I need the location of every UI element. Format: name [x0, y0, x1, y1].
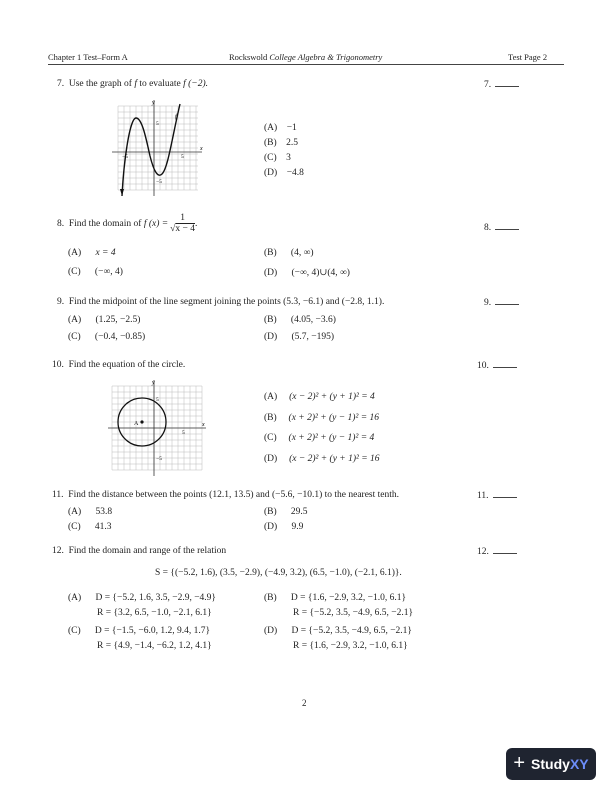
options-question-10 — [264, 387, 380, 469]
option-text: (x + 2)² + (y − 1)² = 16 — [288, 412, 379, 423]
question-7-prompt — [57, 79, 208, 89]
answer-blank-11[interactable] — [477, 490, 517, 501]
option-text: (4, ∞) — [290, 248, 314, 258]
prompt-text: Find the equation of the circle. — [68, 360, 186, 370]
option-label: (B) — [264, 315, 277, 325]
option-range: R = {1.6, −2.9, 3.2, −1.0, 6.1} — [293, 641, 408, 651]
radicand: x − 4 — [175, 224, 195, 235]
option-a[interactable] — [264, 121, 304, 136]
option-label: (B) — [264, 507, 277, 517]
answer-blank-8[interactable] — [484, 222, 519, 233]
option-label: (D) — [264, 626, 278, 636]
option-label: (D) — [264, 522, 278, 532]
option-text: (−∞, 4) — [94, 267, 123, 277]
option-text: 2.5 — [286, 138, 299, 148]
option-text: (−0.4, −0.85) — [94, 332, 146, 342]
option-label: (C) — [68, 522, 81, 532]
answer-line[interactable] — [493, 490, 517, 498]
arrow-head — [120, 189, 124, 196]
answer-number: 8. — [484, 223, 492, 233]
question-8-prompt — [57, 213, 197, 236]
header-left: Chapter 1 Test–Form A — [48, 52, 128, 62]
question-number: 9. — [57, 297, 65, 307]
prompt-text: Find the midpoint of the line segment joining the points (5.3, −6.1) and (−2.8, 1.1). — [68, 297, 385, 307]
option-text: 41.3 — [94, 522, 112, 532]
question-number: 8. — [57, 219, 65, 230]
studyxy-badge[interactable] — [506, 748, 596, 780]
answer-number: 7. — [484, 80, 492, 90]
option-text: 29.5 — [290, 507, 308, 517]
option-b[interactable] — [264, 408, 380, 429]
fraction — [170, 213, 198, 236]
option-label: (B) — [264, 412, 277, 423]
option-label: (B) — [264, 593, 277, 603]
brand-accent: XY — [569, 756, 589, 772]
center-label: A — [134, 421, 139, 427]
option-c[interactable] — [264, 428, 380, 449]
tick-label: 5 — [156, 397, 159, 403]
x-axis-label: x — [200, 146, 203, 152]
option-label: (B) — [264, 248, 277, 258]
prompt-expr: f (−2). — [183, 79, 209, 89]
option-range: R = {3.2, 6.5, −1.0, −2.1, 6.1} — [97, 608, 212, 618]
option-text: (1.25, −2.5) — [95, 315, 141, 325]
option-label: (D) — [264, 453, 278, 464]
option-label: (D) — [264, 268, 278, 278]
answer-line[interactable] — [493, 546, 517, 554]
option-d[interactable] — [264, 449, 380, 470]
option-text: −1 — [286, 123, 297, 133]
option-text: (x + 2)² + (y − 1)² = 4 — [288, 433, 375, 443]
question-12-prompt — [52, 546, 226, 556]
relation-set: S = {(−5.2, 1.6), (3.5, −2.9), (−4.9, 3.2), (6.5, −1.0), (−2.1, 6.1)}. — [155, 568, 402, 578]
option-a[interactable] — [68, 507, 112, 517]
option-label: (A) — [68, 248, 82, 258]
tick-label: 5 — [181, 154, 184, 160]
graph-grid — [118, 106, 198, 190]
option-label: (C) — [68, 626, 81, 636]
circle-center-point — [140, 420, 143, 423]
y-axis-label: y — [152, 100, 155, 106]
tick-label: −5 — [156, 456, 162, 462]
question-10-prompt — [52, 360, 185, 370]
tick-label: −5 — [156, 179, 162, 185]
y-axis-label: y — [152, 380, 155, 386]
question-9-prompt — [57, 297, 384, 307]
tick-label: 5 — [182, 430, 185, 436]
header-center-italic: College Algebra & Trigonometry — [269, 52, 383, 62]
period: . — [195, 219, 198, 230]
option-d[interactable] — [264, 166, 304, 181]
answer-number: 12. — [477, 547, 489, 557]
option-domain: D = {−1.5, −6.0, 1.2, 9.4, 1.7} — [94, 626, 211, 636]
header-right: Test Page 2 — [508, 52, 548, 62]
answer-number: 9. — [484, 298, 492, 308]
fraction-denominator: √x − 4 — [170, 224, 195, 235]
brand-plain: Study — [531, 756, 570, 772]
option-b[interactable] — [264, 591, 413, 621]
options-question-7 — [264, 121, 304, 181]
fraction-numerator: 1 — [177, 213, 188, 224]
option-c[interactable] — [68, 267, 123, 277]
option-label: (A) — [68, 593, 82, 603]
option-text: 9.9 — [291, 522, 304, 532]
brand-text — [531, 756, 589, 772]
option-c[interactable] — [68, 332, 145, 342]
answer-line[interactable] — [495, 79, 519, 87]
option-c[interactable] — [68, 522, 112, 532]
question-number: 7. — [57, 79, 65, 89]
option-a[interactable] — [68, 315, 140, 325]
option-b[interactable] — [264, 507, 308, 517]
option-label: (C) — [264, 433, 277, 443]
header-center — [229, 52, 382, 62]
answer-line[interactable] — [493, 360, 517, 368]
page-number: 2 — [302, 698, 307, 708]
tick-label: 5 — [156, 121, 159, 127]
option-label: (A) — [264, 392, 278, 402]
option-a[interactable] — [68, 591, 216, 621]
tick-label: −5 — [122, 154, 128, 160]
option-label: (C) — [68, 267, 81, 277]
option-label: (A) — [68, 507, 82, 517]
option-range: R = {−5.2, 3.5, −4.9, 6.5, −2.1} — [293, 608, 414, 618]
question-number: 12. — [52, 546, 64, 556]
answer-line[interactable] — [495, 297, 519, 305]
option-text: (4.05, −3.6) — [290, 315, 336, 325]
prompt-text: Find the domain and range of the relation — [68, 546, 227, 556]
answer-blank-12[interactable] — [477, 546, 517, 557]
graph-question-7 — [112, 98, 204, 198]
answer-number: 11. — [477, 491, 489, 501]
prompt-text: Use the graph of — [68, 79, 135, 89]
option-d[interactable] — [264, 267, 350, 278]
option-label: (D) — [264, 332, 278, 342]
option-d[interactable] — [264, 624, 412, 654]
option-text: (−∞, 4)∪(4, ∞) — [291, 268, 350, 278]
option-c[interactable] — [264, 151, 304, 166]
option-text: −4.8 — [286, 168, 304, 178]
answer-blank-7[interactable] — [484, 79, 519, 90]
option-text: 3 — [286, 153, 291, 163]
option-label: (C) — [264, 153, 277, 163]
question-11-prompt — [52, 490, 399, 500]
option-label: (D) — [264, 168, 278, 178]
option-c[interactable] — [68, 624, 212, 654]
option-text: 53.8 — [95, 507, 113, 517]
function-expr: f (x) = — [143, 219, 169, 230]
option-label: (A) — [68, 315, 82, 325]
option-label: (B) — [264, 138, 277, 148]
question-number: 11. — [52, 490, 64, 500]
option-d[interactable] — [264, 522, 303, 532]
option-text: (x − 2)² + (y + 1)² = 16 — [289, 453, 380, 464]
prompt-text: Find the domain of — [68, 219, 142, 230]
option-b[interactable] — [264, 315, 336, 325]
option-label: (A) — [264, 123, 278, 133]
prompt-text: Find the distance between the points (12.1, 13.5) and (−5.6, −10.1) to the nearest tenth. — [68, 490, 400, 500]
x-axis-label: x — [202, 422, 205, 428]
option-text: (5.7, −195) — [291, 332, 335, 342]
option-text: x = 4 — [95, 248, 116, 258]
answer-blank-10[interactable] — [477, 360, 517, 371]
option-label: (C) — [68, 332, 81, 342]
option-range: R = {4.9, −1.4, −6.2, 1.2, 4.1} — [97, 641, 212, 651]
header-center-plain: Rockswold — [229, 52, 270, 62]
option-a[interactable] — [68, 248, 116, 258]
option-domain: D = {−5.2, 1.6, 3.5, −2.9, −4.9} — [95, 593, 216, 603]
prompt-text: to evaluate — [136, 79, 184, 89]
answer-blank-9[interactable] — [484, 297, 519, 308]
graph-question-10 — [108, 378, 208, 478]
option-d[interactable] — [264, 332, 334, 342]
answer-number: 10. — [477, 361, 489, 371]
option-domain: D = {−5.2, 3.5, −4.9, 6.5, −2.1} — [291, 626, 412, 636]
option-b[interactable] — [264, 136, 304, 151]
plus-icon: + — [513, 751, 526, 774]
answer-line[interactable] — [495, 222, 519, 230]
curve-label: f — [175, 114, 177, 120]
option-domain: D = {1.6, −2.9, 3.2, −1.0, 6.1} — [290, 593, 407, 603]
option-a[interactable] — [264, 387, 380, 408]
option-b[interactable] — [264, 248, 314, 258]
prompt-f: f — [134, 79, 137, 89]
question-number: 10. — [52, 360, 64, 370]
option-text: (x − 2)² + (y + 1)² = 4 — [289, 392, 375, 402]
header-rule — [48, 64, 564, 65]
